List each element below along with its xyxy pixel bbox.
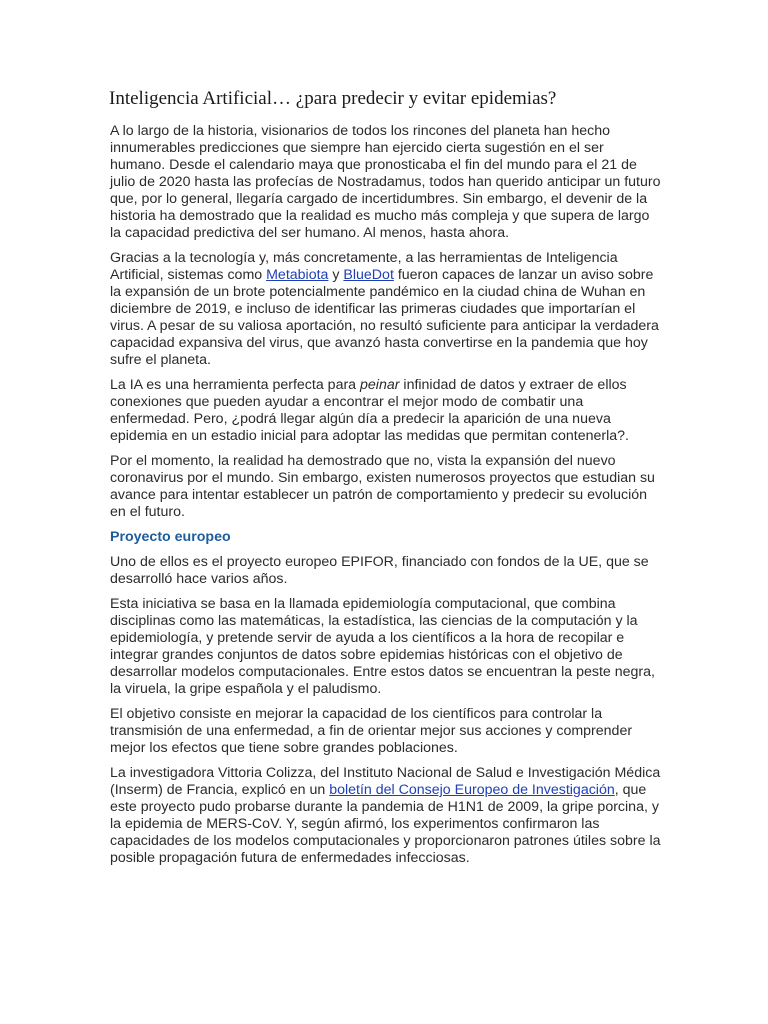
paragraph-text: y <box>328 267 344 283</box>
paragraph-researcher <box>110 765 662 867</box>
emphasis-text: peinar <box>360 377 400 393</box>
paragraph-technology <box>110 250 662 369</box>
paragraph-objective: El objetivo consiste en mejorar la capacidad de los científicos para controlar la transmisión de una enfermedad, a fin de orientar mejor sus acciones y comprender mejor los efectos que tiene sobre grandes poblaciones. <box>110 706 633 756</box>
article <box>110 88 662 875</box>
paragraph-intro: A lo largo de la historia, visionarios de todos los rincones del planeta han hecho innumerables predicciones que siempre han ejercido cierta sugestión en el ser humano. Desde el calendario maya que pronosticaba el fin del mundo para el 21 de julio de 2020 hasta las profecías de Nostradamus, todos han querido anticipar un futuro que, por lo general, llegaría cargado de incertidumbres. Sin embargo, el devenir de la historia ha demostrado que la realidad es mucho más compleja y que supera de largo la capacidad predictiva del ser humano. Al menos, hasta ahora. <box>110 123 661 241</box>
paragraph-text: infinidad de datos y extraer de ellos conexiones que pueden ayudar a encontrar el mejor modo de combatir una enfermedad. Pero, ¿podrá llegar algún día a predecir la aparición de una nueva epidemia en un estadio inicial para adoptar las medidas que permitan contenerla?. <box>110 377 629 444</box>
paragraph-text: La investigadora Vittoria Colizza, del Instituto Nacional de Salud e Investigación Médica (Inserm) de Francia, explicó en un <box>110 765 661 798</box>
section-heading: Proyecto europeo <box>110 529 231 545</box>
paragraph-current: Por el momento, la realidad ha demostrado que no, vista la expansión del nuevo coronavirus por el mundo. Sin embargo, existen numerosos proyectos que estudian su avance para intentar establecer un patrón de comportamiento y predecir su evolución en el futuro. <box>110 453 655 520</box>
metabiota-link[interactable]: Metabiota <box>266 267 329 283</box>
erc-bulletin-link[interactable]: boletín del Consejo Europeo de Investigación <box>329 782 615 798</box>
bluedot-link[interactable]: BlueDot <box>343 267 394 283</box>
paragraph-ia <box>110 377 662 445</box>
paragraph-text: La IA es una herramienta perfecta para <box>110 377 361 393</box>
paragraph-initiative: Esta iniciativa se basa en la llamada epidemiología computacional, que combina disciplinas como las matemáticas, la estadística, las ciencias de la computación y la epidemiología, y pretende servir de ayuda a los científicos a la hora de recopilar e integrar grandes conjuntos de datos sobre epidemias históricas con el objetivo de desarrollar modelos computacionales. Entre estos datos se encuentran la peste negra, la viruela, la gripe española y el paludismo. <box>110 596 655 697</box>
paragraph-text: fueron capaces de lanzar un aviso sobre la expansión de un brote potencialmente pandémico en la ciudad china de Wuhan en diciembre de 2019, e incluso de identificar las primeras ciudades que importarían el virus. A pesar de su valiosa aportación, no resultó suficiente para anticipar la verdadera capacidad expansiva del virus, que avanzó hasta convertirse en la pandemia que hoy sufre el planeta. <box>110 267 659 368</box>
paragraph-epifor: Uno de ellos es el proyecto europeo EPIFOR, financiado con fondos de la UE, que se desarrolló hace varios años. <box>110 554 649 587</box>
paragraph-text: Gracias a la tecnología y, más concretamente, a las herramientas de Inteligencia Artificial, sistemas como <box>110 250 618 283</box>
article-title: Inteligencia Artificial… ¿para predecir y evitar epidemias? <box>109 88 557 109</box>
paragraph-text: , que este proyecto pudo probarse durante la pandemia de H1N1 de 2009, la gripe porcina, y la epidemia de MERS-CoV. Y, según afirmó, los experimentos confirmaron las capacidades de los modelos computacionales y proporcionaron patrones útiles sobre la posible propagación futura de enfermedades infecciosas. <box>110 782 661 866</box>
